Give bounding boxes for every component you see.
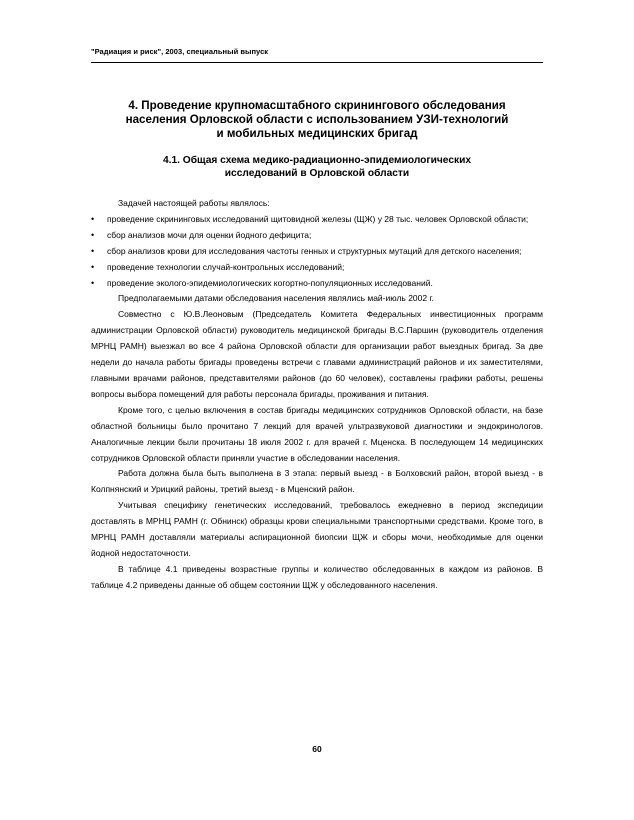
list-item-text: сбор анализов крови для исследования частоты генных и структурных мутаций для детского населения; bbox=[107, 245, 522, 256]
subsection-title bbox=[91, 155, 543, 180]
paragraph: Кроме того, с целью включения в состав бригады медицинских сотрудников Орловской области, на базе областной больницы было прочитано 7 лекций для врачей ультразвуковой диагностики и эндокринологов. Аналогичные лекции были прочитаны 18 июля 2002 г. для врачей г. Мценска. В последующем 14 медицинских сотрудников Орловской области приняли участие в обследовании населения. bbox=[91, 404, 543, 463]
section-title-line: населения Орловской области с использованием УЗИ-технологий bbox=[125, 112, 509, 126]
bullet-icon: • bbox=[91, 245, 95, 256]
body-text bbox=[91, 196, 543, 594]
bullet-icon: • bbox=[91, 229, 95, 240]
list-item-text: проведение эколого-эпидемиологических когортно-популяционных исследований. bbox=[107, 277, 433, 288]
section-title-line: 4. Проведение крупномасштабного скринингового обследования bbox=[128, 99, 506, 112]
section-title-line: и мобильных медицинских бригад bbox=[216, 126, 418, 140]
section-title bbox=[91, 99, 543, 140]
list-item-text: проведение технологии случай-контрольных исследований; bbox=[107, 261, 345, 272]
list-item bbox=[91, 228, 543, 244]
paragraph: Работа должна была быть выполнена в 3 этапа: первый выезд - в Болховский район, второй выезд - в Колпнянский и Урицкий районы, третий выезд - в Мценский район. bbox=[91, 468, 543, 495]
subsection-title-line: исследований в Орловской области bbox=[224, 167, 410, 179]
list-item bbox=[91, 276, 543, 292]
list-item-text: проведение скрининговых исследований щитовидной железы (ЩЖ) у 28 тыс. человек Орловской области; bbox=[107, 213, 529, 224]
bullet-icon: • bbox=[91, 277, 95, 288]
page-number: 60 bbox=[312, 744, 322, 754]
list-item bbox=[91, 212, 543, 228]
paragraph: В таблице 4.1 приведены возрастные группы и количество обследованных в каждом из районов. В таблице 4.2 приведены данные об общем состоянии ЩЖ у обследованного населения. bbox=[91, 563, 543, 590]
intro-paragraph: Задачей настоящей работы являлось: bbox=[118, 198, 270, 208]
bullet-icon: • bbox=[91, 213, 95, 224]
paragraph: Предполагаемыми датами обследования населения являлись май-июль 2002 г. bbox=[118, 293, 434, 304]
list-item bbox=[91, 244, 543, 260]
paragraph: Учитывая специфику генетических исследований, требовалось ежедневно в период экспедиции доставлять в МРНЦ РАМН (г. Обнинск) образцы крови специальными транспортными средствами. Кроме того, в МРНЦ РАМН доставляли материалы аспирационной биопсии ЩЖ и сборы мочи, необходимые для оценки йодной недостаточности. bbox=[91, 500, 543, 558]
header-divider bbox=[91, 62, 543, 63]
running-header: "Радиация и риск", 2003, специальный выпуск bbox=[91, 47, 269, 56]
bullet-icon: • bbox=[91, 261, 95, 272]
subsection-title-line: 4.1. Общая схема медико-радиационно-эпидемиологических bbox=[162, 155, 472, 166]
task-list bbox=[91, 212, 543, 292]
list-item bbox=[91, 260, 543, 276]
list-item-text: сбор анализов мочи для оценки йодного дефицита; bbox=[107, 229, 312, 240]
paragraph: Совместно с Ю.В.Леоновым (Председатель Комитета Федеральных инвестиционных программ администрации Орловской области) руководитель медицинской бригады В.С.Паршин (руководитель отделения МРНЦ РАМН) выезжал во все 4 района Орловской области для организации работ выездных бригад. За две недели до начала работы бригады проведены встречи с главами администраций районов и их заместителями, главными врачами районов, представителями районов (до 60 человек), составлены графики работы, решены вопросы выбора помещений для работы персонала бригады, проживания и питания. bbox=[91, 309, 543, 399]
